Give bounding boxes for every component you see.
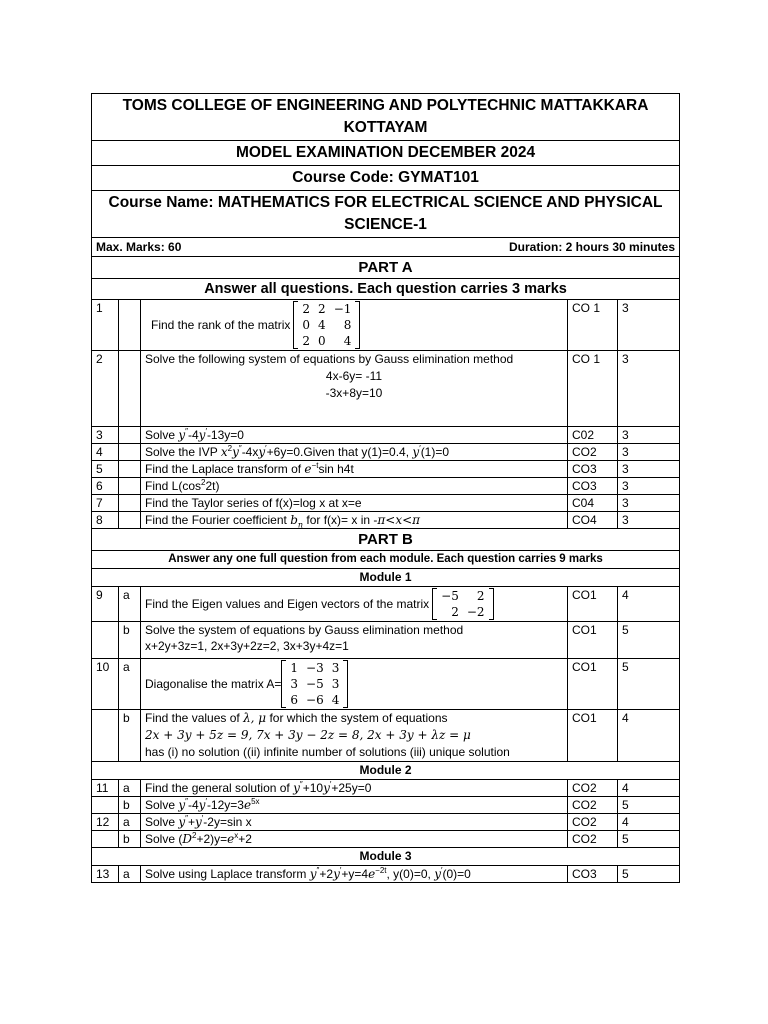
question-text: Solve y″-4y′-13y=0	[141, 427, 568, 444]
question-text: Find the Laplace transform of $e^{-t}\sin$ h4t	[141, 461, 568, 478]
co-cell: CO2	[568, 797, 618, 814]
question-row	[92, 512, 680, 529]
marks-duration-row	[92, 238, 680, 257]
marks-cell: 4	[618, 710, 680, 762]
question-text: Diagonalise the matrix A= 1 −3 3 3 −5 3 6 −6 4	[141, 659, 568, 710]
sub-question: b	[119, 831, 141, 848]
question-text: Find the rank of the matrix 2 2 −1 0 4 8 2 0 4	[141, 300, 568, 351]
co-cell: CO3	[568, 866, 618, 883]
co-cell: C02	[568, 427, 618, 444]
equation: 4x-6y= -11	[325, 369, 383, 383]
question-text: Solve y″+y′-2y=sin x	[141, 814, 568, 831]
course-code: Course Code: GYMAT101	[92, 166, 680, 191]
marks-cell: 3	[618, 444, 680, 461]
question-number: 11	[92, 780, 119, 797]
question-row	[92, 495, 680, 512]
question-number: 6	[92, 478, 119, 495]
question-number: 10	[92, 659, 119, 710]
co-cell: C04	[568, 495, 618, 512]
marks-cell: 5	[618, 831, 680, 848]
question-text: Find the Taylor series of f(x)=log x at x=e	[141, 495, 568, 512]
question-row	[92, 461, 680, 478]
question-text: Find the values of λ, μ for which the system of equations 2x + 3y + 5z = 9, 7x + 3y − 2z = 8, 2x + 3y + λz = μ has (i) no solution ((ii) infinite number of solutions (iii) unique solution	[141, 710, 568, 762]
marks-cell: 5	[618, 622, 680, 659]
co-cell: CO 1	[568, 300, 618, 351]
sub-question: a	[119, 780, 141, 797]
question-row	[92, 797, 680, 814]
diagonalise-matrix: 1 −3 3 3 −5 3 6 −6 4	[281, 660, 348, 708]
sub-question: b	[119, 710, 141, 762]
question-text: Find the Fourier coefficient $b_n$ for f(x)= x in -π<x<π	[141, 512, 568, 529]
marks-cell: 3	[618, 427, 680, 444]
question-text: Find $L(\cos^22t)$	[141, 478, 568, 495]
part-a-instruction: Answer all questions. Each question carries 3 marks	[92, 279, 680, 300]
question-text: Solve the following system of equations by Gauss elimination method 4x-6y= -11 -3x+8y=10	[141, 351, 568, 427]
question-row	[92, 300, 680, 351]
question-number: 2	[92, 351, 119, 427]
question-row	[92, 866, 680, 883]
question-row	[92, 622, 680, 659]
rank-matrix: 2 2 −1 0 4 8 2 0 4	[293, 301, 360, 349]
co-cell: CO2	[568, 444, 618, 461]
question-text: Find the Eigen values and Eigen vectors of the matrix −5 2 2 −2	[141, 587, 568, 622]
question-table	[91, 93, 680, 883]
co-cell: CO 1	[568, 351, 618, 427]
question-text: Solve the system of equations by Gauss elimination method x+2y+3z=1, 2x+3y+2z=2, 3x+3y+4z=1	[141, 622, 568, 659]
marks-cell: 3	[618, 300, 680, 351]
marks-cell: 5	[618, 797, 680, 814]
sub-question: a	[119, 587, 141, 622]
question-row	[92, 780, 680, 797]
part-b-instruction: Answer any one full question from each module. Each question carries 9 marks	[92, 551, 680, 569]
sub-question: a	[119, 659, 141, 710]
question-text: Find the general solution of y″+10y′+25y=0	[141, 780, 568, 797]
question-text: Solve $(D^2+2)y=e^x+2$	[141, 831, 568, 848]
module-1-heading: Module 1	[92, 569, 680, 587]
sub-question: a	[119, 866, 141, 883]
marks-cell: 5	[618, 866, 680, 883]
co-cell: CO1	[568, 659, 618, 710]
sub-question: b	[119, 797, 141, 814]
marks-cell: 3	[618, 351, 680, 427]
question-row	[92, 587, 680, 622]
question-row	[92, 427, 680, 444]
module-3-heading: Module 3	[92, 848, 680, 866]
marks-cell: 5	[618, 659, 680, 710]
question-number: 7	[92, 495, 119, 512]
co-cell: CO2	[568, 780, 618, 797]
module-2-heading: Module 2	[92, 762, 680, 780]
marks-cell: 3	[618, 461, 680, 478]
co-cell: CO3	[568, 461, 618, 478]
question-row	[92, 444, 680, 461]
co-cell: CO3	[568, 478, 618, 495]
co-cell: CO2	[568, 814, 618, 831]
marks-cell: 3	[618, 512, 680, 529]
marks-cell: 4	[618, 780, 680, 797]
exam-title: MODEL EXAMINATION DECEMBER 2024	[92, 141, 680, 166]
course-name: Course Name: MATHEMATICS FOR ELECTRICAL SCIENCE AND PHYSICAL SCIENCE-1	[92, 191, 680, 238]
question-number: 5	[92, 461, 119, 478]
marks-cell: 3	[618, 478, 680, 495]
equation: 2x + 3y + 5z = 9, 7x + 3y − 2z = 8, 2x + 3y + λz = μ	[145, 728, 471, 742]
question-text: Solve using Laplace transform $y''+2y'+y=4e^{-2t}$, y(0)=0, y′(0)=0	[141, 866, 568, 883]
question-number: 4	[92, 444, 119, 461]
question-text: Solve $y''-4y'-12y=3e^{5x}$	[141, 797, 568, 814]
question-number: 1	[92, 300, 119, 351]
part-a-title: PART A	[92, 257, 680, 279]
marks-cell: 4	[618, 587, 680, 622]
marks-cell: 3	[618, 495, 680, 512]
question-number: 8	[92, 512, 119, 529]
sub-question: b	[119, 622, 141, 659]
eigen-matrix: −5 2 2 −2	[432, 588, 493, 620]
question-row	[92, 710, 680, 762]
marks-cell: 4	[618, 814, 680, 831]
question-row	[92, 814, 680, 831]
co-cell: CO2	[568, 831, 618, 848]
question-text: Solve the IVP $x^2y''-4xy'+6y=0.Given$ that y(1)=0.4, y′(1)=0	[141, 444, 568, 461]
question-number: 12	[92, 814, 119, 831]
equation: -3x+8y=10	[325, 386, 383, 400]
co-cell: CO1	[568, 587, 618, 622]
sub-question: a	[119, 814, 141, 831]
max-marks: Max. Marks: 60	[96, 240, 182, 254]
co-cell: CO1	[568, 710, 618, 762]
co-cell: CO1	[568, 622, 618, 659]
duration: Duration: 2 hours 30 minutes	[509, 240, 676, 254]
co-cell: CO4	[568, 512, 618, 529]
question-row	[92, 478, 680, 495]
question-number: 3	[92, 427, 119, 444]
question-paper	[91, 93, 679, 883]
part-b-title: PART B	[92, 529, 680, 551]
question-number: 13	[92, 866, 119, 883]
question-row	[92, 659, 680, 710]
equation: x+2y+3z=1, 2x+3y+2z=2, 3x+3y+4z=1	[145, 639, 349, 653]
question-number: 9	[92, 587, 119, 622]
question-row	[92, 351, 680, 427]
question-row	[92, 831, 680, 848]
college-name: TOMS COLLEGE OF ENGINEERING AND POLYTECHNIC MATTAKKARA KOTTAYAM	[92, 94, 680, 141]
